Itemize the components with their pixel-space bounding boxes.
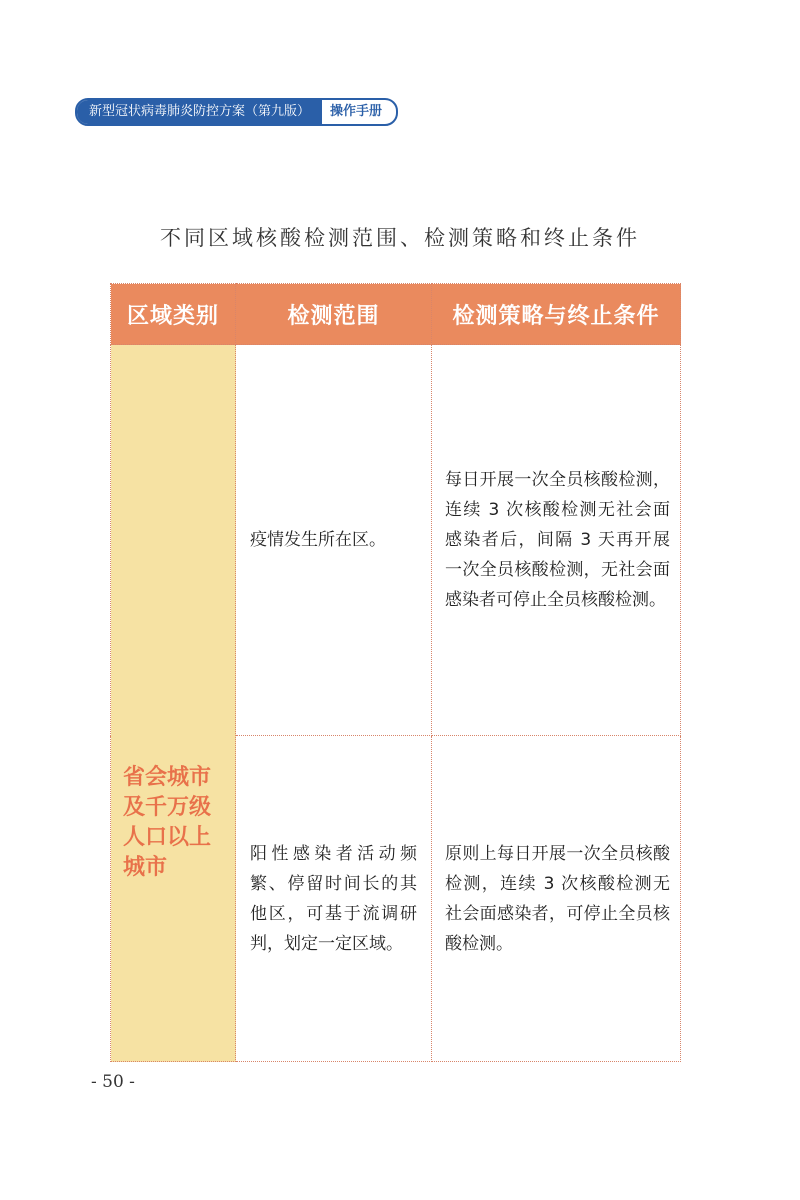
strategy-text: 每日开展一次全员核酸检测，连续 3 次核酸检测无社会面感染者后，间隔 3 天再开展一次全员核酸检测，无社会面感染者可停止全员核酸检测。 xyxy=(445,470,670,610)
testing-table xyxy=(110,283,680,1058)
column-header-category: 区域类别 xyxy=(111,284,236,345)
document-header xyxy=(75,98,398,126)
strategy-cell xyxy=(432,736,681,1062)
scope-text: 疫情发生所在区。 xyxy=(250,530,386,550)
document-subtitle: 操作手册 xyxy=(330,104,383,119)
document-title: 新型冠状病毒肺炎防控方案（第九版） xyxy=(77,100,322,124)
scope-text: 阳性感染者活动频繁、停留时间长的其他区，可基于流调研判，划定一定区域。 xyxy=(250,843,417,954)
table-title: 不同区域核酸检测范围、检测策略和终止条件 xyxy=(160,226,640,250)
category-cell xyxy=(111,345,236,1062)
scope-cell xyxy=(236,345,432,736)
strategy-cell xyxy=(432,345,681,736)
table-row xyxy=(111,345,681,736)
category-label: 省会城市及千万级人口以上城市 xyxy=(123,765,212,880)
strategy-text: 原则上每日开展一次全员核酸检测，连续 3 次核酸检测无社会面感染者，可停止全员核酸检测。 xyxy=(445,843,670,954)
column-header-strategy: 检测策略与终止条件 xyxy=(432,284,681,345)
page-number: - 50 - xyxy=(91,1072,135,1092)
table-header-row xyxy=(111,284,681,345)
scope-cell xyxy=(236,736,432,1062)
column-header-scope: 检测范围 xyxy=(236,284,432,345)
